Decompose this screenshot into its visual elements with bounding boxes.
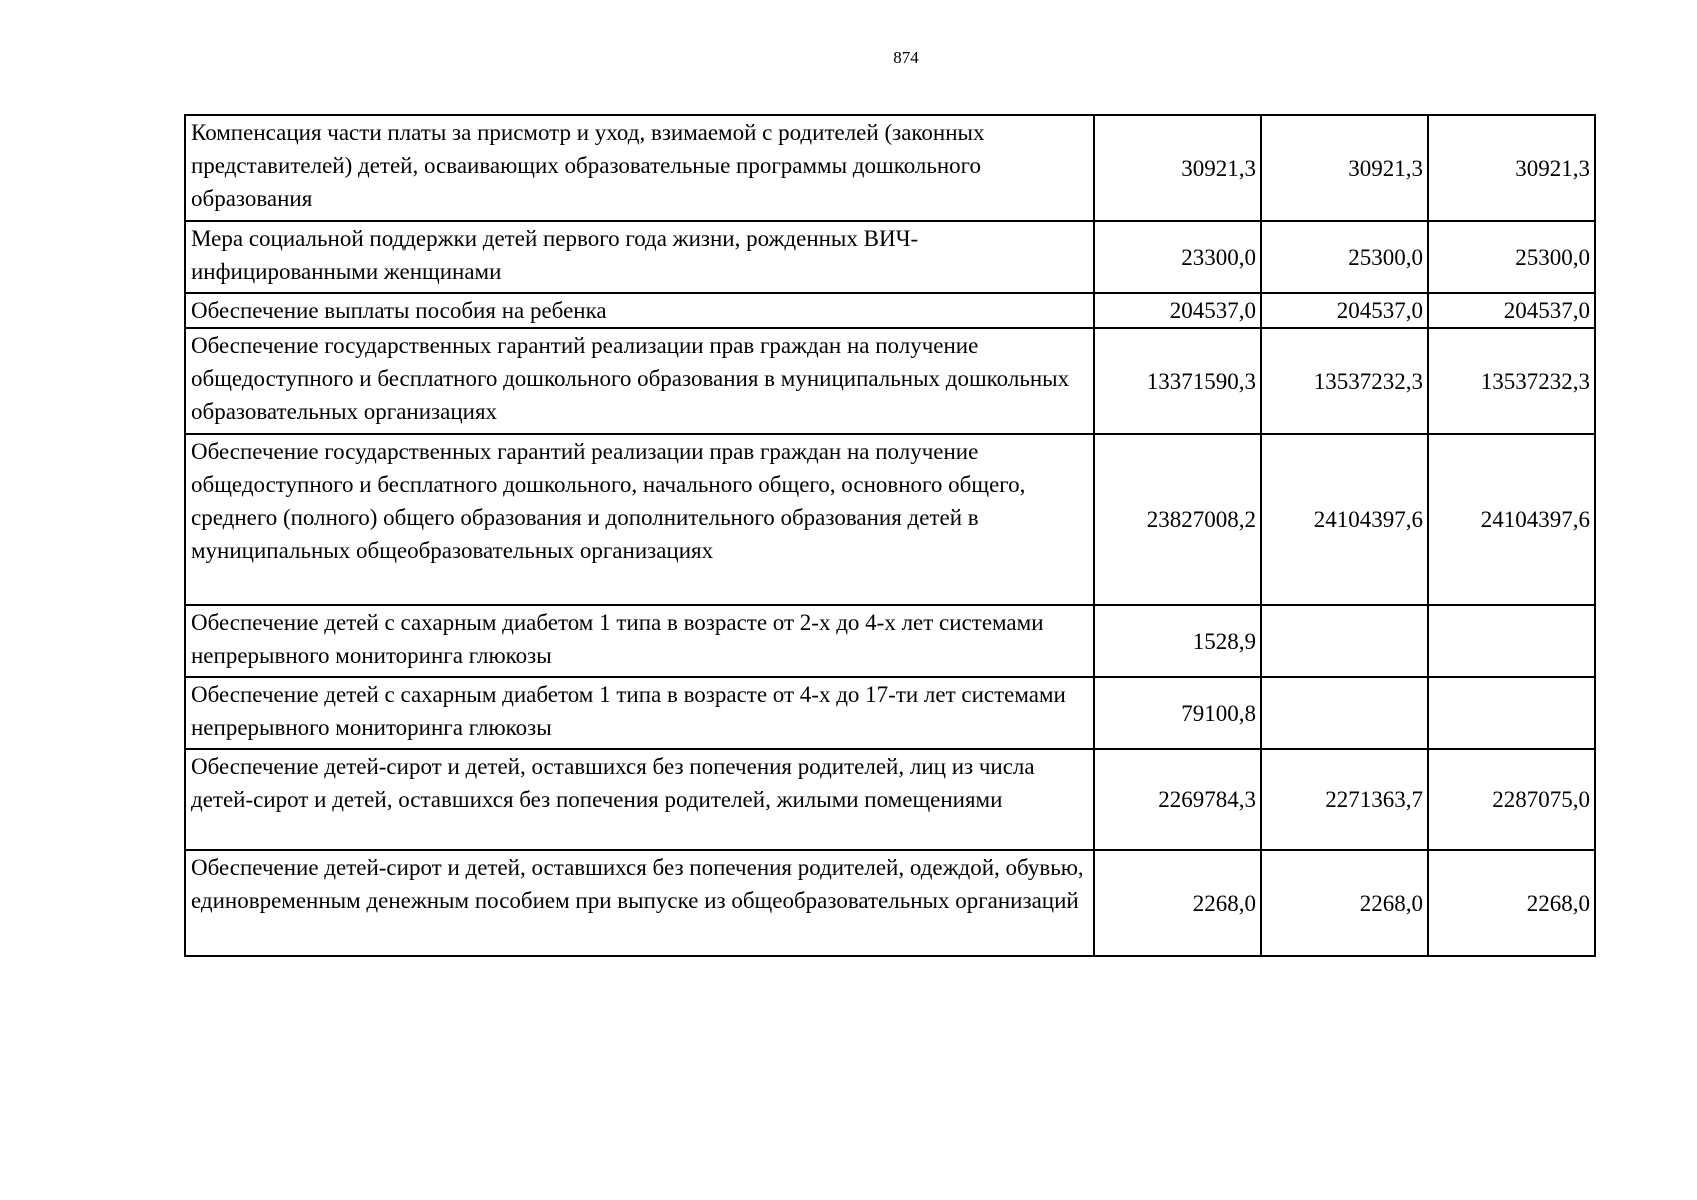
row-value-cell: 23300,0 [1094, 221, 1261, 293]
row-value-cell: 23827008,2 [1094, 434, 1261, 605]
row-name-cell: Обеспечение государственных гарантий реализации прав граждан на получение общедоступного и бесплатного дошкольного, начального общего, основного общего, среднего (полного) общего образования и дополнительного образования детей в муниципальных общеобразовательных организациях [185, 434, 1094, 605]
row-name-cell: Обеспечение государственных гарантий реализации прав граждан на получение общедоступного и бесплатного дошкольного образования в муниципальных дошкольных образовательных организациях [185, 328, 1094, 434]
row-value-cell: 13537232,3 [1261, 328, 1428, 434]
row-value-cell: 204537,0 [1261, 293, 1428, 328]
table-row [185, 221, 1595, 293]
table-row [185, 434, 1595, 605]
table-row [185, 749, 1595, 850]
row-value-cell [1261, 605, 1428, 677]
table-row [185, 605, 1595, 677]
row-name-cell: Обеспечение детей с сахарным диабетом 1 типа в возрасте от 2-х до 4-х лет системами непрерывного мониторинга глюкозы [185, 605, 1094, 677]
table-row [185, 328, 1595, 434]
row-name-cell: Мера социальной поддержки детей первого года жизни, рожденных ВИЧ-инфицированными женщинами [185, 221, 1094, 293]
row-value-cell [1261, 677, 1428, 749]
row-value-cell: 2268,0 [1094, 850, 1261, 956]
row-name-cell: Обеспечение выплаты пособия на ребенка [185, 293, 1094, 328]
row-value-cell: 2269784,3 [1094, 749, 1261, 850]
row-value-cell: 25300,0 [1428, 221, 1595, 293]
budget-table [184, 114, 1596, 957]
row-value-cell: 30921,3 [1261, 115, 1428, 221]
row-value-cell [1428, 677, 1595, 749]
row-value-cell: 25300,0 [1261, 221, 1428, 293]
row-value-cell: 79100,8 [1094, 677, 1261, 749]
row-value-cell: 204537,0 [1094, 293, 1261, 328]
row-value-cell: 2287075,0 [1428, 749, 1595, 850]
row-value-cell: 2271363,7 [1261, 749, 1428, 850]
row-value-cell: 24104397,6 [1261, 434, 1428, 605]
row-value-cell: 30921,3 [1094, 115, 1261, 221]
row-value-cell: 30921,3 [1428, 115, 1595, 221]
table-row [185, 677, 1595, 749]
row-name-cell: Компенсация части платы за присмотр и уход, взимаемой с родителей (законных представителей) детей, осваивающих образовательные программы дошкольного образования [185, 115, 1094, 221]
row-value-cell: 24104397,6 [1428, 434, 1595, 605]
table-row [185, 850, 1595, 956]
row-value-cell: 204537,0 [1428, 293, 1595, 328]
row-name-cell: Обеспечение детей-сирот и детей, оставшихся без попечения родителей, лиц из числа детей-сирот и детей, оставшихся без попечения родителей, жилыми помещениями [185, 749, 1094, 850]
table-row [185, 293, 1595, 328]
row-value-cell: 13371590,3 [1094, 328, 1261, 434]
table-row [185, 115, 1595, 221]
row-value-cell: 2268,0 [1428, 850, 1595, 956]
page-number: 874 [893, 48, 919, 67]
row-name-cell: Обеспечение детей-сирот и детей, оставшихся без попечения родителей, одеждой, обувью, единовременным денежным пособием при выпуске из общеобразовательных организаций [185, 850, 1094, 956]
row-value-cell: 1528,9 [1094, 605, 1261, 677]
row-value-cell: 13537232,3 [1428, 328, 1595, 434]
row-name-cell: Обеспечение детей с сахарным диабетом 1 типа в возрасте от 4-х до 17-ти лет системами непрерывного мониторинга глюкозы [185, 677, 1094, 749]
row-value-cell: 2268,0 [1261, 850, 1428, 956]
row-value-cell [1428, 605, 1595, 677]
